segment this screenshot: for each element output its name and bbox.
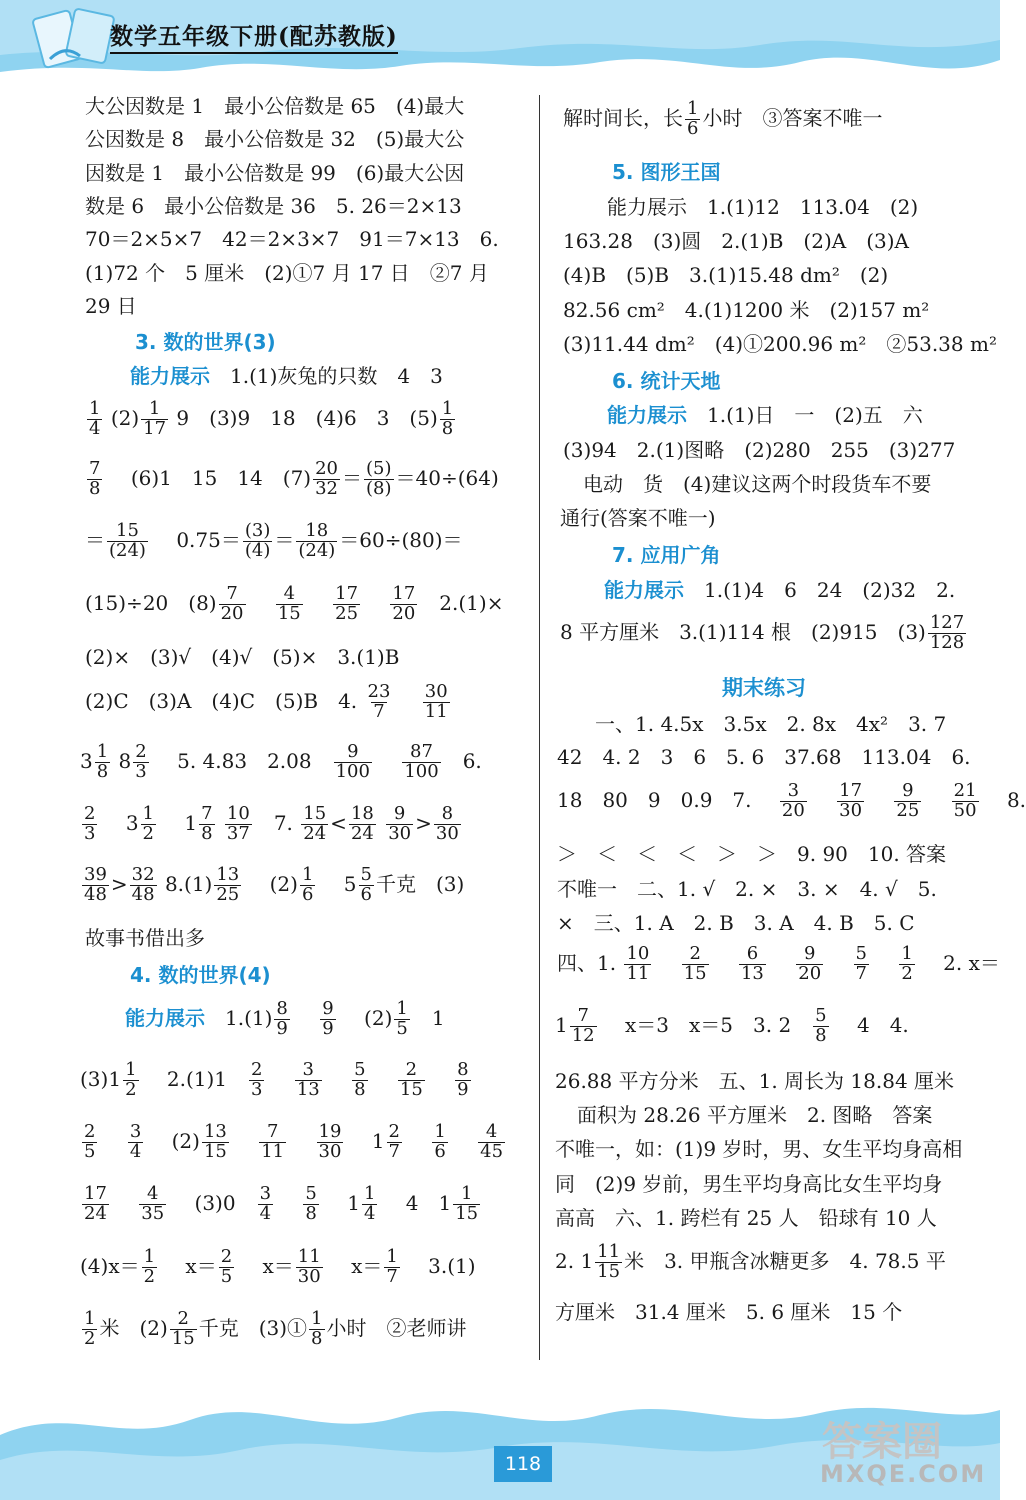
text-line: 82.56 cm² 4.(1)1200 米 (2)157 m² <box>563 298 930 322</box>
fraction: $\frac{10}{37}$ <box>226 803 250 844</box>
fraction: $\frac{11}{30}$ <box>297 1246 321 1287</box>
text-line: 2. 1 $\frac{11}{15}$ 米 3. 甲瓶含冰糖更多 4. 78.5 平 <box>555 1241 946 1282</box>
text-line: 因数是 1 最小公倍数是 99 (6)最大公因 <box>85 161 465 185</box>
fraction: $\frac{4}{35}$ <box>141 1183 165 1224</box>
text-line: 同 (2)9 岁前，男生平均身高比女生平均身 <box>555 1172 943 1196</box>
text-line: $\frac{2}{3}$ 3 $\frac{1}{2}$ 1 $\frac{7}{8}$ $\frac{10}{37}$ 7. $\frac{15}{24}$ < $\frac{18}{24}$ $\frac{9}{30}$ > $\frac{8}{30}$ <box>84 803 459 844</box>
fraction: $\frac{1}{6}$ <box>434 1121 446 1162</box>
text-line: $\frac{1}{4}$ (2) $\frac{1}{17}$ 9 (3)9 18 (4)6 3 (5) $\frac{1}{8}$ <box>89 398 454 439</box>
fraction: $\frac{1}{4}$ <box>89 398 101 439</box>
fraction: $\frac{15}{24}$ <box>303 803 327 844</box>
fraction: $\frac{3}{4}$ <box>259 1183 272 1224</box>
fraction: $\frac{21}{50}$ <box>953 780 977 821</box>
text-line: (15)÷20 (8) $\frac{7}{20}$ $\frac{4}{15}$ $\frac{17}{25}$ $\frac{17}{20}$ 2.(1)× <box>85 583 504 624</box>
fraction: $\frac{18}{24}$ <box>350 803 374 844</box>
text-line: × 三、1. A 2. B 3. A 4. B 5. C <box>557 911 915 935</box>
text-line: 1 $\frac{7}{12}$ x＝3 x＝5 3. 2 $\frac{5}{8}$ 4 4. <box>555 1005 909 1046</box>
text-line: 数是 6 最小公倍数是 36 5. 26＝2×13 <box>85 194 462 218</box>
text-line: 面积为 28.26 平方厘米 2. 图略 答案 <box>577 1103 933 1127</box>
fraction: $\frac{2}{15}$ <box>399 1059 423 1100</box>
fraction: $\frac{1}{7}$ <box>386 1246 398 1287</box>
fraction: $\frac{7}{20}$ <box>220 583 244 624</box>
fraction: $\frac{2}{3}$ <box>84 803 96 844</box>
fraction: $\frac{30}{11}$ <box>424 681 448 722</box>
text-line: 公因数是 8 最小公倍数是 32 (5)最大公 <box>85 127 465 151</box>
fraction: $\frac{1}{2}$ <box>142 803 154 844</box>
fraction: $\frac{7}{8}$ <box>89 458 101 499</box>
fraction: $\frac{23}{7}$ <box>367 681 391 722</box>
text-line: (1)72 个 5 厘米 (2)①7 月 17 日 ②7 月 <box>85 261 489 285</box>
fraction: $\frac{1}{2}$ <box>84 1308 96 1349</box>
text-line: ＝ $\frac{15}{(24)}$ 0.75＝ $\frac{(3)}{(4)}$ ＝ $\frac{18}{(24)}$ ＝60÷(80)＝ <box>85 520 463 561</box>
fraction: $\frac{7}{8}$ <box>201 803 213 844</box>
fraction: $\frac{5}{8}$ <box>815 1005 827 1046</box>
fraction: $\frac{4}{15}$ <box>277 583 301 624</box>
fraction: $\frac{17}{24}$ <box>84 1183 107 1224</box>
text-line: $\frac{7}{8}$ (6)1 15 14 (7) $\frac{20}{32}$ ＝ $\frac{(5)}{(8)}$ ＝40÷(64) <box>89 458 499 499</box>
text-line: 四、1. $\frac{10}{11}$ $\frac{2}{15}$ $\frac{6}{13}$ $\frac{9}{20}$ $\frac{5}{7}$ $\frac{1}{2}$ 2. x＝ <box>557 943 1000 984</box>
fraction: $\frac{2}{3}$ <box>251 1059 263 1100</box>
fraction: $\frac{6}{13}$ <box>740 943 764 984</box>
fraction: $\frac{7}{12}$ <box>571 1005 595 1046</box>
fraction: $\frac{9}{30}$ <box>388 803 412 844</box>
fraction: $\frac{2}{15}$ <box>683 943 707 984</box>
fraction: $\frac{15}{(24)}$ <box>109 520 146 561</box>
fraction: $\frac{11}{15}$ <box>597 1241 621 1282</box>
fraction: $\frac{13}{25}$ <box>216 864 240 905</box>
watermark-text: MXQE.COM <box>820 1460 987 1488</box>
fraction: $\frac{2}{5}$ <box>84 1121 96 1162</box>
fraction: $\frac{1}{4}$ <box>363 1183 376 1224</box>
text-line: 26.88 平方分米 五、1. 周长为 18.84 厘米 <box>555 1069 955 1093</box>
fraction: $\frac{5}{8}$ <box>354 1059 366 1100</box>
fraction: $\frac{17}{20}$ <box>392 583 416 624</box>
text-line: 高高 六、1. 跨栏有 25 人 铅球有 10 人 <box>555 1206 937 1230</box>
fraction: $\frac{39}{48}$ <box>84 864 107 905</box>
text-line: 70＝2×5×7 42＝2×3×7 91＝7×13 6. <box>85 227 499 251</box>
fraction: $\frac{3}{13}$ <box>296 1059 320 1100</box>
fraction: $\frac{9}{25}$ <box>896 780 920 821</box>
fraction: $\frac{10}{11}$ <box>626 943 650 984</box>
text-line: 一、1. 4.5x 3.5x 2. 8x 4x² 3. 7 <box>595 712 947 736</box>
text-line: (3)11.44 dm² (4)①200.96 m² ②53.38 m² <box>563 332 997 356</box>
text-line: 不唯一 二、1. √ 2. × 3. × 4. √ 5. <box>557 877 937 901</box>
fraction: $\frac{19}{30}$ <box>318 1121 342 1162</box>
text-line: (3)1 $\frac{1}{2}$ 2.(1)1 $\frac{2}{3}$ $\frac{3}{13}$ $\frac{5}{8}$ $\frac{2}{15}$ $\frac{8}{9}$ <box>80 1059 469 1100</box>
fraction: $\frac{7}{11}$ <box>261 1121 285 1162</box>
fraction: $\frac{8}{9}$ <box>276 998 288 1039</box>
text-line: 能力展示 1.(1) $\frac{8}{9}$ $\frac{9}{9}$ (2) $\frac{1}{5}$ 1 <box>125 998 445 1039</box>
fraction: $\frac{1}{6}$ <box>687 98 699 139</box>
section-title: 6. 统计天地 <box>612 369 721 393</box>
fraction: $\frac{5}{8}$ <box>305 1183 317 1224</box>
text-line: 不唯一，如：(1)9 岁时，男、女生平均身高相 <box>555 1137 963 1161</box>
fraction: $\frac{3}{20}$ <box>781 780 805 821</box>
fraction: $\frac{2}{3}$ <box>135 741 147 782</box>
text-line: (3)94 2.(1)图略 (2)280 255 (3)277 <box>563 438 956 462</box>
column-divider <box>539 95 540 1360</box>
fraction: $\frac{1}{5}$ <box>396 998 408 1039</box>
fraction: $\frac{1}{8}$ <box>441 398 454 439</box>
text-line: 42 4. 2 3 6 5. 6 37.68 113.04 6. <box>557 745 971 769</box>
section-title: 7. 应用广角 <box>612 543 721 567</box>
fraction: $\frac{9}{20}$ <box>798 943 822 984</box>
section-title: 3. 数的世界(3) <box>135 330 276 354</box>
fraction: $\frac{20}{32}$ <box>315 458 339 499</box>
text-line: (2)C (3)A (4)C (5)B 4. $\frac{23}{7}$ $\frac{30}{11}$ <box>85 681 448 722</box>
header-title: 数学五年级下册(配苏教版) <box>110 18 398 54</box>
text-line: ＞ ＜ ＜ ＜ ＞ ＞ 9. 90 10. 答案 <box>557 842 947 866</box>
fraction: $\frac{3}{4}$ <box>129 1121 142 1162</box>
fraction: $\frac{2}{5}$ <box>220 1246 233 1287</box>
section-title: 4. 数的世界(4) <box>130 963 271 987</box>
ability-label: 能力展示 <box>130 364 210 388</box>
fraction: $\frac{17}{25}$ <box>335 583 359 624</box>
text-line: $\frac{2}{5}$ $\frac{3}{4}$ (2) $\frac{13}{15}$ $\frac{7}{11}$ $\frac{19}{30}$ 1 $\frac{2}{7}$ $\frac{1}{6}$ $\frac{4}{45}$ <box>84 1121 504 1162</box>
fraction: $\frac{5}{6}$ <box>360 864 372 905</box>
fraction: $\frac{9}{9}$ <box>322 998 334 1039</box>
fraction: $\frac{8}{30}$ <box>435 803 459 844</box>
text-line: 18 80 9 0.9 7. $\frac{3}{20}$ $\frac{17}{30}$ $\frac{9}{25}$ $\frac{21}{50}$ 8. <box>557 780 1026 821</box>
text-line: 能力展示 1.(1)4 6 24 (2)32 2. <box>604 578 956 602</box>
fraction: $\frac{87}{100}$ <box>404 741 439 782</box>
text-line: (4)x＝ $\frac{1}{2}$ x＝ $\frac{2}{5}$ x＝ $\frac{11}{30}$ x＝ $\frac{1}{7}$ 3.(1) <box>80 1246 476 1287</box>
fraction: $\frac{18}{(24)}$ <box>298 520 336 561</box>
fraction: $\frac{1}{2}$ <box>143 1246 156 1287</box>
fraction: $\frac{8}{9}$ <box>457 1059 469 1100</box>
text-line: 能力展示 1.(1)日 一 (2)五 六 <box>607 403 923 427</box>
text-line: 通行(答案不唯一) <box>560 506 716 530</box>
fraction: $\frac{13}{15}$ <box>203 1121 227 1162</box>
text-line: 电动 货 (4)建议这两个时段货车不要 <box>583 472 932 496</box>
fraction: $\frac{2}{7}$ <box>388 1121 400 1162</box>
text-line: 大公因数是 1 最小公倍数是 65 (4)最大 <box>85 94 465 118</box>
fraction: $\frac{(5)}{(8)}$ <box>366 458 392 499</box>
fraction: $\frac{127}{128}$ <box>929 612 965 653</box>
fraction: $\frac{1}{8}$ <box>96 741 109 782</box>
section-title: 5. 图形王国 <box>612 160 721 184</box>
text-line: 能力展示 1.(1)12 113.04 (2) <box>607 195 919 219</box>
text-line: (2)× (3)√ (4)√ (5)× 3.(1)B <box>85 645 400 669</box>
fraction: $\frac{9}{100}$ <box>335 741 370 782</box>
fraction: $\frac{4}{45}$ <box>480 1121 504 1162</box>
text-line: $\frac{17}{24}$ $\frac{4}{35}$ (3)0 $\frac{3}{4}$ $\frac{5}{8}$ 1 $\frac{1}{4}$ 4 1 $\frac{1}{15}$ <box>84 1183 479 1224</box>
text-line: 解时间长，长 $\frac{1}{6}$ 小时 ③答案不唯一 <box>563 98 883 139</box>
watermark-logo: 答案圈 <box>822 1419 942 1465</box>
fraction: $\frac{1}{15}$ <box>455 1183 479 1224</box>
text-line: 方厘米 31.4 厘米 5. 6 厘米 15 个 <box>555 1300 903 1324</box>
text-line: 3 $\frac{1}{8}$ 8 $\frac{2}{3}$ 5. 4.83 2.08 $\frac{9}{100}$ $\frac{87}{100}$ 6. <box>80 741 482 782</box>
fraction: $\frac{2}{15}$ <box>171 1308 195 1349</box>
fraction: $\frac{(3)}{(4)}$ <box>244 520 271 561</box>
text-line: 能力展示 1.(1)灰兔的只数 4 3 <box>130 364 443 388</box>
text-line: (4)B (5)B 3.(1)15.48 dm² (2) <box>563 263 889 287</box>
fraction: $\frac{1}{2}$ <box>901 943 913 984</box>
fraction: $\frac{1}{6}$ <box>301 864 314 905</box>
text-line: 29 日 <box>85 294 137 318</box>
fraction: $\frac{5}{7}$ <box>855 943 867 984</box>
fraction: $\frac{17}{30}$ <box>839 780 863 821</box>
text-line: 8 平方厘米 3.(1)114 根 (2)915 (3) $\frac{127}{128}$ <box>560 612 965 653</box>
text-line: 故事书借出多 <box>85 926 205 950</box>
page-number: 118 <box>494 1446 552 1482</box>
fraction: $\frac{32}{48}$ <box>131 864 155 905</box>
text-line: $\frac{39}{48}$ > $\frac{32}{48}$ 8.(1) $\frac{13}{25}$ (2) $\frac{1}{6}$ 5 $\frac{5}{6}$ 千克 (3) <box>84 864 465 905</box>
text-line: $\frac{1}{2}$ 米 (2) $\frac{2}{15}$ 千克 (3)① $\frac{1}{8}$ 小时 ②老师讲 <box>84 1308 467 1349</box>
section-title: 期末练习 <box>722 676 806 700</box>
fraction: $\frac{1}{17}$ <box>143 398 167 439</box>
text-line: 163.28 (3)圆 2.(1)B (2)A (3)A <box>563 229 909 253</box>
fraction: $\frac{1}{8}$ <box>311 1308 323 1349</box>
fraction: $\frac{1}{2}$ <box>125 1059 137 1100</box>
